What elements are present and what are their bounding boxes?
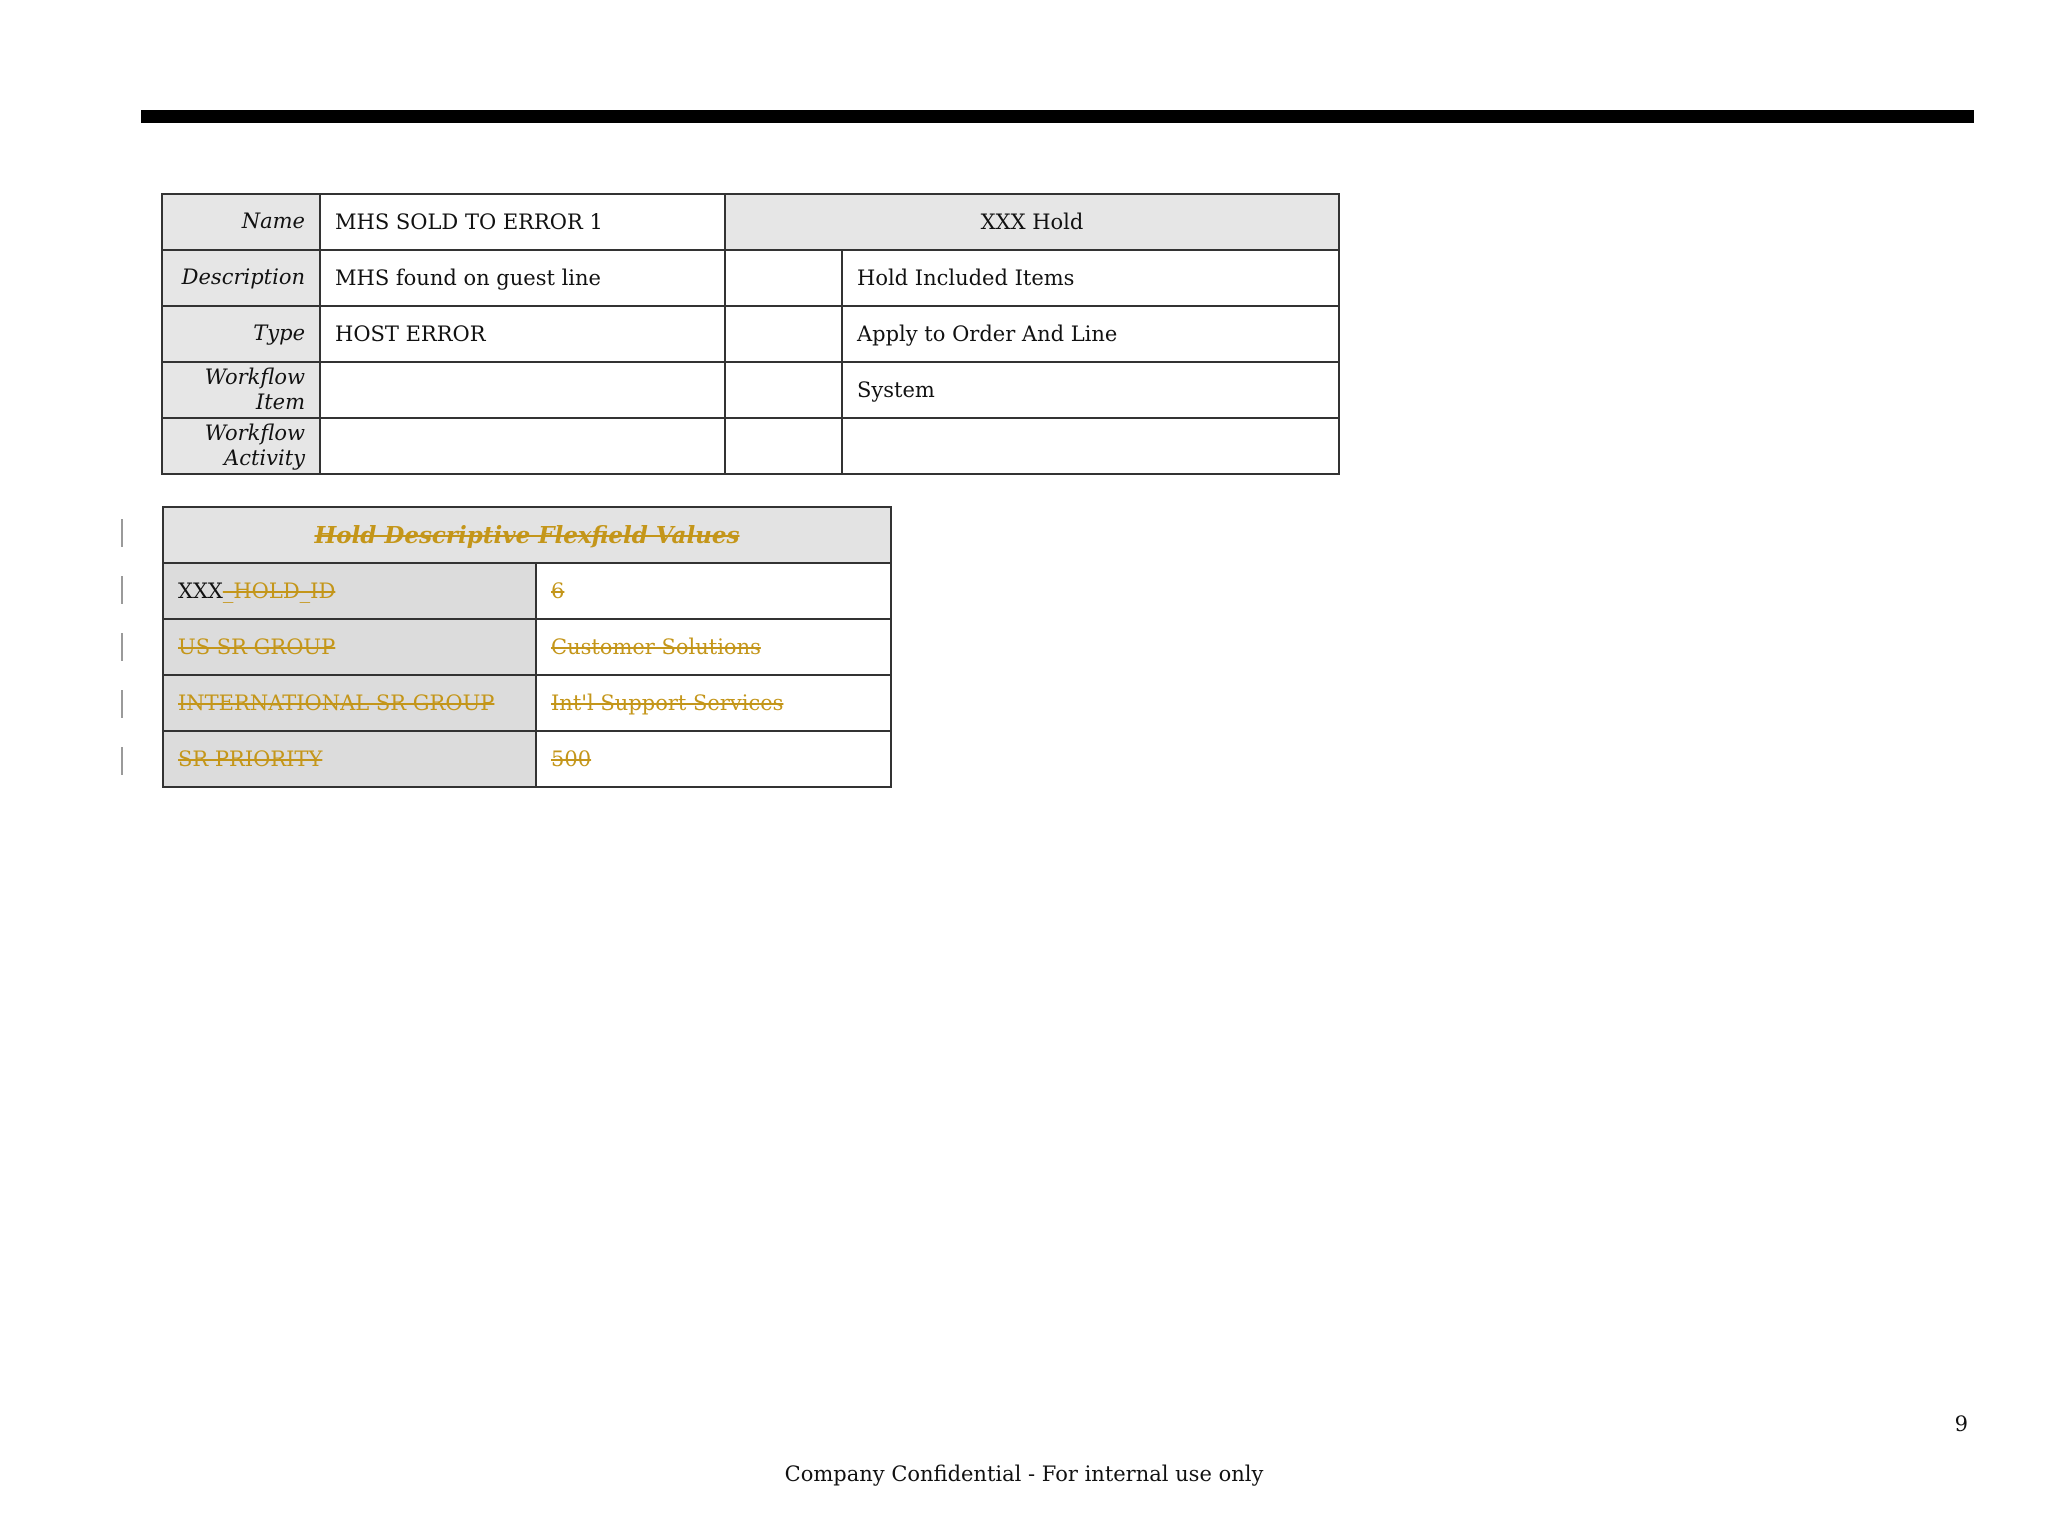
change-bar xyxy=(121,576,123,604)
table-row xyxy=(163,731,891,787)
hold-option: Apply to Order And Line xyxy=(842,306,1339,362)
workflow-activity-label: Workflow Activity xyxy=(162,418,320,474)
header-rule xyxy=(141,110,1974,123)
type-label: Type xyxy=(162,306,320,362)
hold-option: System xyxy=(842,362,1339,418)
name-value: MHS SOLD TO ERROR 1 xyxy=(320,194,725,250)
flexfield-key xyxy=(163,563,536,619)
footer-text: Company Confidential - For internal use only xyxy=(784,1462,1264,1486)
flexfield-value: Int'l Support Services xyxy=(536,675,891,731)
change-bar xyxy=(121,690,123,718)
table-row xyxy=(162,306,1339,362)
flexfield-value: 500 xyxy=(536,731,891,787)
key-deleted: _HOLD_ID xyxy=(222,579,336,603)
workflow-item-value xyxy=(320,362,725,418)
hold-option: Hold Included Items xyxy=(842,250,1339,306)
flexfield-key xyxy=(163,731,536,787)
workflow-activity-value xyxy=(320,418,725,474)
table-row xyxy=(163,675,891,731)
key-prefix: XXX xyxy=(178,579,223,603)
key-deleted: US SR GROUP xyxy=(178,635,336,659)
check-cell xyxy=(725,306,842,362)
key-deleted: SR PRIORITY xyxy=(178,747,323,771)
page-number: 9 xyxy=(1954,1412,1968,1436)
description-label: Description xyxy=(162,250,320,306)
name-label: Name xyxy=(162,194,320,250)
table-row xyxy=(163,619,891,675)
key-deleted: INTERNATIONAL SR GROUP xyxy=(178,691,495,715)
table-row xyxy=(162,362,1339,418)
flexfield-title: Hold Descriptive Flexfield Values xyxy=(163,507,891,563)
table-row xyxy=(163,563,891,619)
flexfield-value: Customer Solutions xyxy=(536,619,891,675)
hold-definition-table xyxy=(161,193,1340,475)
flexfield-value: 6 xyxy=(536,563,891,619)
description-value: MHS found on guest line xyxy=(320,250,725,306)
table-row xyxy=(162,194,1339,250)
flexfield-key xyxy=(163,619,536,675)
type-value: HOST ERROR xyxy=(320,306,725,362)
flexfield-table xyxy=(162,506,892,788)
check-cell xyxy=(725,418,842,474)
check-cell xyxy=(725,250,842,306)
check-cell xyxy=(725,362,842,418)
table-row xyxy=(163,507,891,563)
flexfield-key xyxy=(163,675,536,731)
change-bar xyxy=(121,633,123,661)
change-bar xyxy=(121,747,123,775)
table-row xyxy=(162,250,1339,306)
change-bar xyxy=(121,519,123,547)
hold-option xyxy=(842,418,1339,474)
workflow-item-label: Workflow Item xyxy=(162,362,320,418)
table-row xyxy=(162,418,1339,474)
hold-header: XXX Hold xyxy=(725,194,1339,250)
